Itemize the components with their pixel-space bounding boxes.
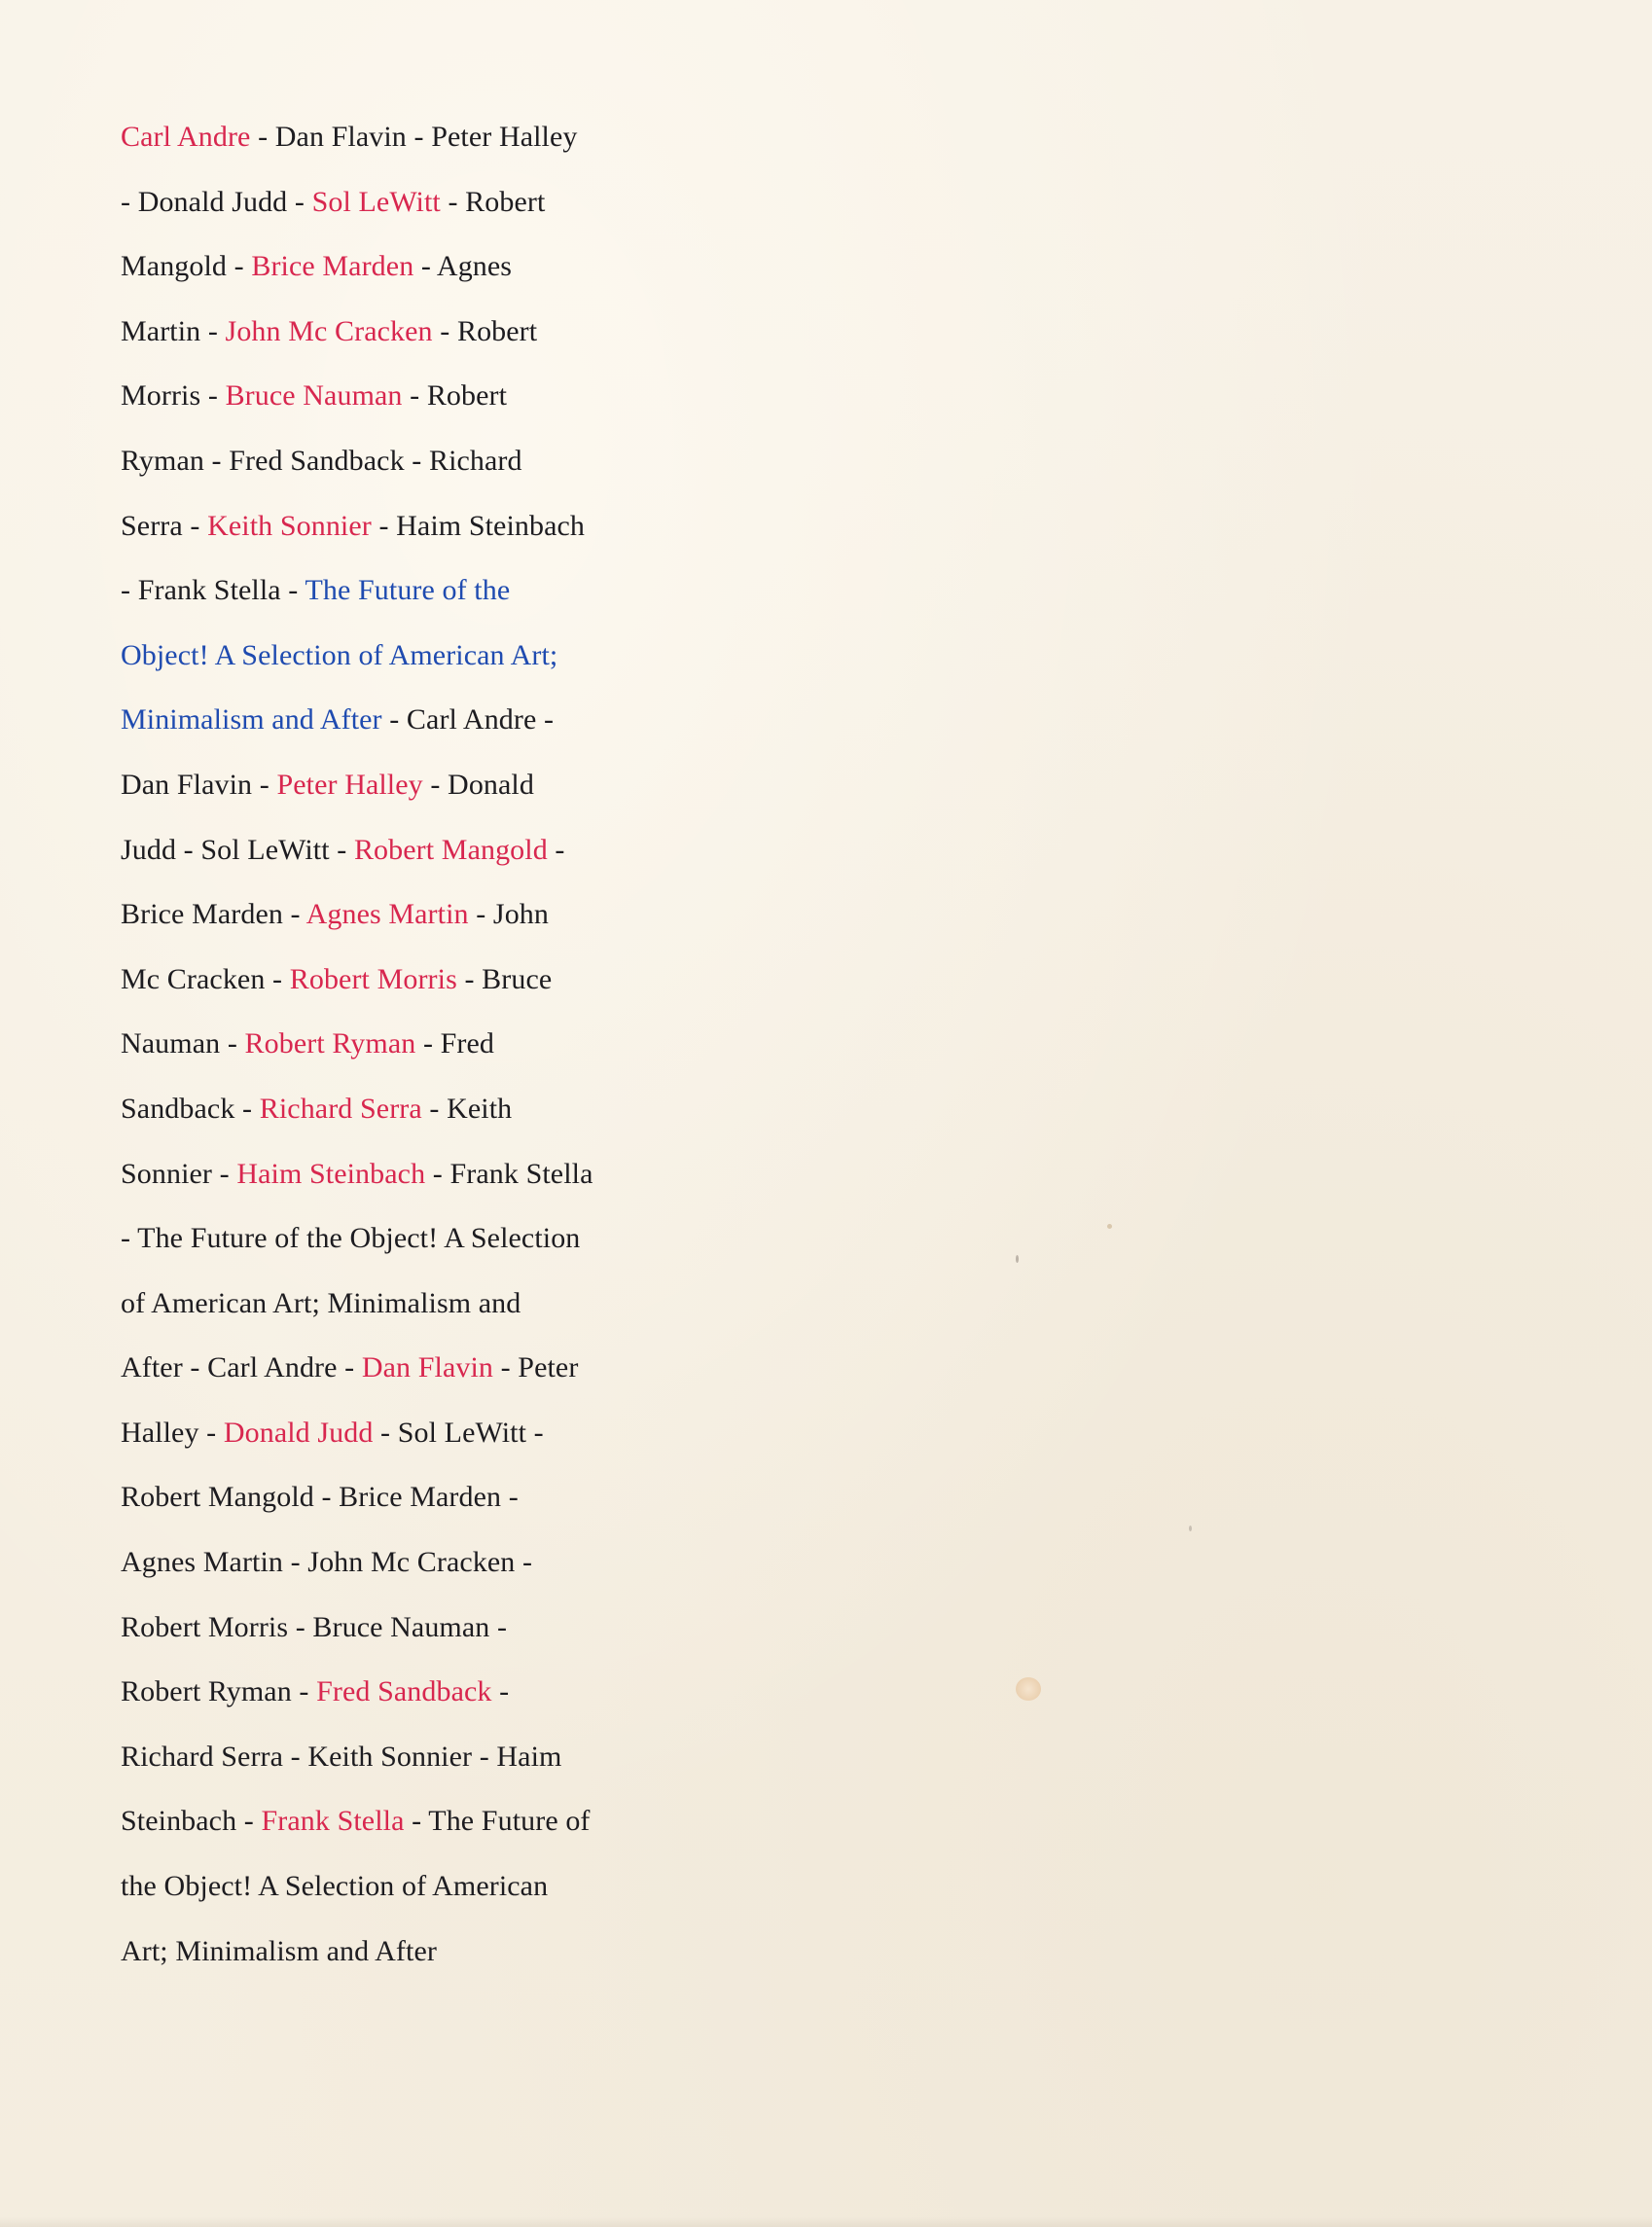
exhibition-title-segment: Minimalism and After	[121, 703, 382, 736]
highlighted-name: Robert Ryman	[244, 1027, 416, 1060]
text-segment: - Sol LeWitt -	[373, 1416, 544, 1449]
exhibition-title-segment: Object! A Selection of American Art;	[121, 638, 558, 671]
artist-name-text-block	[121, 105, 665, 1984]
text-segment: - The Future of the Object! A Selection	[121, 1222, 581, 1255]
text-segment: Sandback -	[121, 1092, 260, 1125]
text-segment: - Donald Judd -	[121, 185, 312, 218]
text-line	[121, 1596, 665, 1661]
text-segment: - Robert	[440, 185, 546, 218]
paper-speck	[1189, 1526, 1192, 1531]
text-segment: Agnes Martin - John Mc Cracken -	[121, 1546, 533, 1579]
highlighted-name: Frank Stella	[261, 1805, 405, 1838]
text-line	[121, 558, 665, 624]
text-line	[121, 1336, 665, 1401]
text-segment: Serra -	[121, 509, 208, 542]
highlighted-name: Carl Andre	[121, 121, 251, 153]
text-segment: - The Future of	[404, 1805, 591, 1838]
text-segment: - Robert	[432, 314, 538, 347]
text-line	[121, 882, 665, 948]
text-line	[121, 753, 665, 818]
text-segment: Halley -	[121, 1416, 224, 1449]
text-segment: Mc Cracken -	[121, 962, 290, 995]
highlighted-name: Donald Judd	[223, 1416, 374, 1449]
highlighted-name: Keith Sonnier	[207, 509, 372, 542]
text-segment: Morris -	[121, 379, 226, 413]
text-segment: - Donald	[422, 768, 534, 801]
text-line	[121, 1401, 665, 1466]
text-line	[121, 1920, 665, 1985]
text-segment: Nauman -	[121, 1027, 245, 1060]
text-segment: - Robert	[402, 379, 508, 413]
highlighted-name: Robert Mangold	[353, 833, 548, 866]
highlighted-name: Richard Serra	[259, 1092, 422, 1125]
highlighted-name: Robert Morris	[289, 962, 457, 995]
text-segment: - Agnes	[413, 250, 513, 283]
text-line	[121, 1465, 665, 1530]
highlighted-name: Sol LeWitt	[311, 185, 441, 218]
text-segment: - Peter	[493, 1351, 579, 1384]
text-line	[121, 688, 665, 753]
text-line	[121, 1012, 665, 1077]
text-segment: Mangold -	[121, 250, 252, 283]
highlighted-name: Haim Steinbach	[236, 1157, 426, 1190]
text-line	[121, 1660, 665, 1725]
page-bottom-edge	[0, 2217, 1652, 2227]
text-line	[121, 624, 665, 689]
text-segment: - Carl Andre -	[381, 703, 555, 736]
text-line	[121, 170, 665, 235]
text-segment: -	[547, 833, 565, 866]
text-segment: Robert Morris - Bruce Nauman -	[121, 1610, 508, 1643]
highlighted-name: John Mc Cracken	[225, 314, 433, 347]
text-line	[121, 1725, 665, 1790]
text-line	[121, 1142, 665, 1207]
text-line	[121, 234, 665, 300]
text-segment: Steinbach -	[121, 1805, 262, 1838]
text-line	[121, 1530, 665, 1596]
text-line	[121, 429, 665, 494]
text-segment: - Frank Stella	[425, 1157, 593, 1190]
highlighted-name: Agnes Martin	[305, 898, 469, 931]
exhibition-title-segment: The Future of the	[305, 574, 511, 607]
text-segment: Robert Ryman -	[121, 1675, 317, 1708]
paper-speck	[1016, 1255, 1019, 1263]
text-line	[121, 948, 665, 1013]
text-segment: Ryman - Fred Sandback - Richard	[121, 444, 522, 477]
paper-stain	[1016, 1677, 1041, 1701]
text-segment: Art; Minimalism and After	[121, 1934, 437, 1967]
text-segment: - Keith	[421, 1092, 513, 1125]
highlighted-name: Dan Flavin	[361, 1351, 493, 1384]
text-line	[121, 1789, 665, 1854]
text-segment: - Bruce	[456, 962, 553, 995]
text-segment: - Fred	[415, 1027, 495, 1060]
text-segment: - John	[468, 898, 549, 931]
text-line	[121, 364, 665, 429]
text-segment: - Frank Stella -	[121, 574, 305, 607]
text-segment: After - Carl Andre -	[121, 1351, 362, 1384]
text-segment: Sonnier -	[121, 1157, 237, 1190]
text-segment: - Haim Steinbach	[371, 509, 586, 542]
highlighted-name: Fred Sandback	[316, 1675, 492, 1708]
text-line	[121, 1206, 665, 1272]
text-line	[121, 1854, 665, 1920]
highlighted-name: Brice Marden	[251, 250, 414, 283]
text-segment: - Dan Flavin - Peter Halley	[250, 121, 578, 153]
text-segment: Robert Mangold - Brice Marden -	[121, 1481, 519, 1514]
highlighted-name: Bruce Nauman	[225, 379, 403, 413]
text-segment: Richard Serra - Keith Sonnier - Haim	[121, 1740, 562, 1773]
text-segment: of American Art; Minimalism and	[121, 1286, 521, 1319]
text-line	[121, 494, 665, 559]
text-segment: the Object! A Selection of American	[121, 1870, 549, 1903]
paper-speck	[1107, 1224, 1112, 1229]
text-segment: -	[491, 1675, 510, 1708]
text-line	[121, 300, 665, 365]
text-line	[121, 1077, 665, 1142]
text-line	[121, 105, 665, 170]
text-line	[121, 1272, 665, 1337]
text-line	[121, 818, 665, 883]
highlighted-name: Peter Halley	[276, 768, 423, 801]
text-segment: Dan Flavin -	[121, 768, 277, 801]
text-segment: Judd - Sol LeWitt -	[121, 833, 354, 866]
text-segment: Martin -	[121, 314, 226, 347]
text-segment: Brice Marden -	[121, 898, 306, 931]
